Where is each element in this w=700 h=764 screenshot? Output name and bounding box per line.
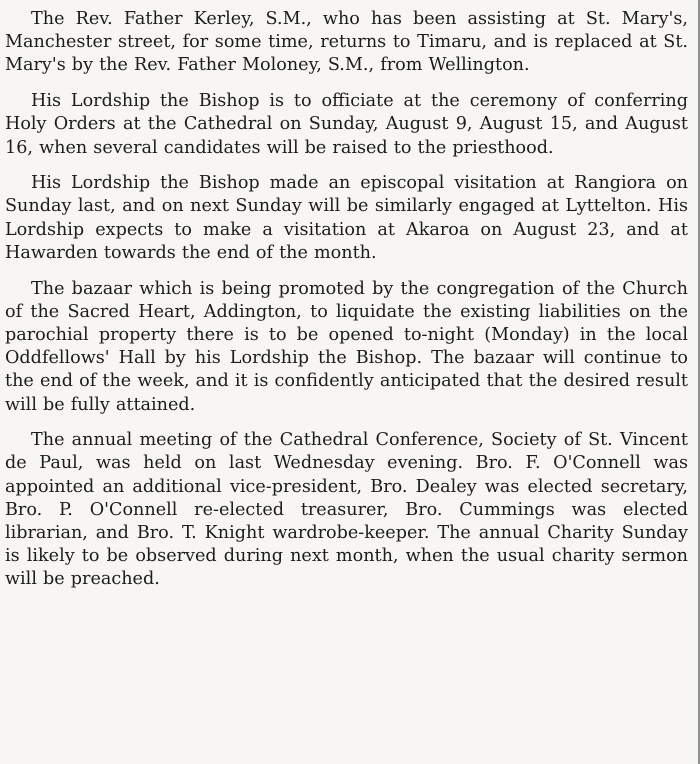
paragraph-st-vincent-de-paul: The annual meeting of the Cathedral Conference, Society of St. Vincent de Paul, was held on last Wednesday evening. Bro. F. O'Connell was appointed an additional vice-president, Bro. Dealey was elected secretary, Bro. P. O'Connell re-elected treasurer, Bro. Cummings was elected librarian, and Bro. T. Knight wardrobe-keeper. The annual Charity Sunday is likely to be observed during next month, when the usual charity sermon will be preached. (5, 430, 688, 590)
paragraph-bazaar: The bazaar which is being promoted by the congregation of the Church of the Sacred Heart, Addington, to liquidate the existing liabilities on the parochial property there is to be opened to-night (Monday) in the local Oddfellows' Hall by his Lordship the Bishop. The bazaar will continue to the end of the week, and it is confidently anticipated that the desired result will be fully attained. (5, 278, 688, 415)
paragraph-holy-orders: His Lordship the Bishop is to officiate at the ceremony of conferring Holy Orders at the Cathedral on Sunday, August 9, August 15, and August 16, when several candidates will be raised to the priesthood. (5, 91, 688, 158)
paragraph-father-kerley: The Rev. Father Kerley, S.M., who has been assisting at St. Mary's, Manchester street, for some time, returns to Timaru, and is replaced at St. Mary's by the Rev. Father Moloney, S.M., from Wellington. (5, 9, 688, 76)
paragraph-episcopal-visitation: His Lordship the Bishop made an episcopal visitation at Rangiora on Sunday last, and on next Sunday will be similarly engaged at Lyttelton. His Lordship expects to make a visitation at Akaroa on August 23, and at Hawarden towards the end of the month. (5, 173, 688, 263)
